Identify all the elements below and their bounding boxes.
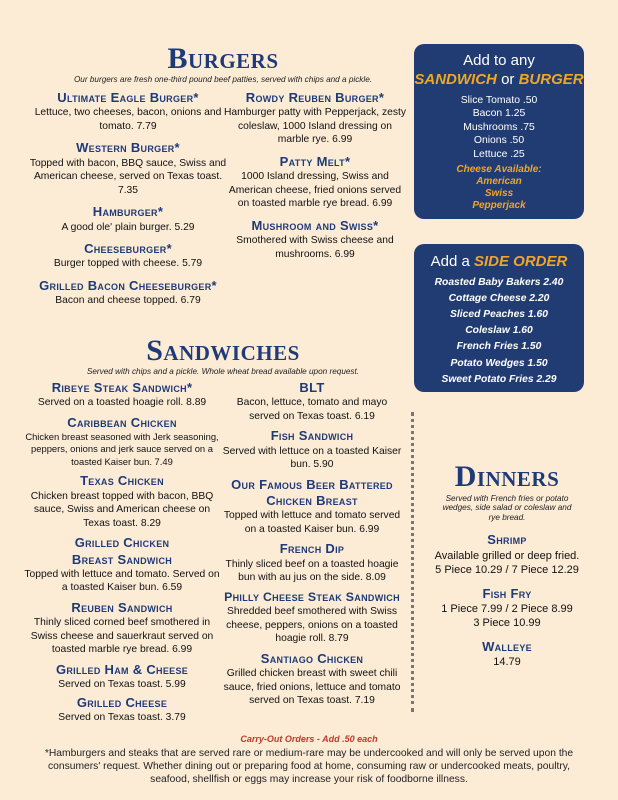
- menu-item: [222, 541, 402, 584]
- item-desc: Topped with bacon, BBQ sauce, Swiss and American cheese, served on Texas toast. 7.35: [29, 157, 227, 196]
- menu-item: [222, 477, 402, 537]
- burgers-subtitle: Our burgers are fresh one-third pound beef patties, served with chips and a pickle.: [73, 75, 373, 84]
- item-desc: Grilled chicken breast with sweet chili sauce, fried onions, lettuce and tomato served on Texas toast. 7.19: [223, 668, 401, 707]
- sandwiches-title: Sandwiches: [146, 334, 300, 367]
- item-desc: 5 Piece 10.29 / 7 Piece 12.29: [435, 564, 579, 577]
- burgers-title: Burgers: [167, 42, 279, 75]
- footer: [0, 734, 618, 787]
- menu-item: [22, 415, 222, 468]
- item-name: Mushroom and Swiss*: [251, 217, 379, 233]
- item-desc: Bacon and cheese topped. 6.79: [55, 295, 201, 307]
- item-desc: Shredded beef smothered with Swiss cheese, peppers, onions on a toasted hoagie roll. 8.79: [226, 606, 398, 645]
- side-item: Cottage Cheese 2.20: [448, 292, 550, 304]
- item-desc: Smothered with Swiss cheese and mushrooms. 6.99: [236, 235, 394, 260]
- menu-item: [24, 90, 232, 133]
- item-desc: 1 Piece 7.99 / 2 Piece 8.99: [441, 602, 573, 615]
- menu-item: [222, 90, 408, 147]
- dinners-title: Dinners: [454, 460, 560, 493]
- item-desc: Thinly sliced corned beef smothered in Swiss cheese and sauerkraut served on toasted marble rye bread. 6.99: [30, 617, 214, 656]
- menu-item: [222, 218, 408, 261]
- item-desc: Lettuce, two cheeses, bacon, onions and tomato. 7.79: [34, 107, 222, 132]
- menu-item: [222, 651, 402, 708]
- menu-item: [22, 662, 222, 692]
- burgers-left-column: [24, 90, 232, 308]
- item-name: Ribeye Steak Sandwich*: [51, 380, 193, 395]
- sandwiches-left-column: [22, 380, 222, 725]
- burgers-right-column: [222, 90, 408, 261]
- menu-item: [22, 695, 222, 725]
- item-name: BLT: [299, 380, 325, 395]
- menu-item: [222, 428, 402, 471]
- menu-item: [420, 586, 594, 631]
- menu-item: [24, 241, 232, 271]
- item-desc: Chicken breast topped with bacon, BBQ sauce, Swiss and American cheese on Texas toast. 8.29: [30, 490, 214, 529]
- dinners-section: [420, 462, 594, 670]
- menu-item: [222, 590, 402, 646]
- addon-item: Slice Tomato .50: [460, 94, 538, 106]
- item-desc: 14.79: [493, 656, 521, 669]
- item-name: Grilled Bacon Cheeseburger*: [39, 278, 217, 294]
- item-name: Santiago Chicken: [260, 650, 364, 666]
- side-item: Sliced Peaches 1.60: [450, 309, 548, 321]
- menu-item: [24, 204, 232, 234]
- item-desc: Available grilled or deep fried.: [434, 549, 580, 562]
- item-desc: Served with lettuce on a toasted Kaiser bun. 5.90: [222, 445, 402, 471]
- menu-item: [22, 535, 222, 595]
- sides-title: [414, 253, 584, 272]
- item-desc: 3 Piece 10.99: [473, 617, 541, 630]
- item-desc: Chicken breast seasoned with Jerk seasoning, peppers, onions and jerk sauce served on a toasted Kaiser bun. 7.49: [25, 431, 219, 467]
- side-order-box: [414, 244, 584, 392]
- item-desc: Thinly sliced beef on a toasted hoagie bun with au jus on the side. 8.09: [225, 558, 399, 584]
- item-name: Cheeseburger*: [84, 241, 172, 257]
- item-desc: Served on Texas toast. 3.79: [58, 712, 186, 723]
- addon-item: Mushrooms .75: [463, 121, 535, 133]
- food-safety-disclaimer: *Hamburgers and steaks that are served rare or medium-rare may be undercooked and will only be served upon the consumers' request. Whether dining out or preparing food at home, consuming raw or undercooked meats, poultry, seafood, shellfish or eggs may increase your risk of foodborne illness.: [44, 748, 574, 785]
- item-desc: A good ole' plain burger. 5.29: [61, 221, 195, 233]
- addon-item: Onions .50: [473, 135, 525, 147]
- item-name: Grilled Ham & Cheese: [55, 661, 189, 677]
- item-name: Philly Cheese Steak Sandwich: [224, 589, 400, 604]
- item-desc: 1000 Island dressing, Swiss and American cheese, fried onions served on toasted marble rye bread. 6.99: [228, 171, 402, 210]
- item-name: Hamburger*: [92, 204, 164, 220]
- item-name: Fish Sandwich: [270, 428, 354, 444]
- menu-item: [24, 140, 232, 197]
- sides-title-side-order: SIDE ORDER: [474, 253, 568, 270]
- item-desc: Topped with lettuce and tomato served on a toasted Kaiser bun. 6.99: [223, 510, 401, 535]
- item-name: Reuben Sandwich: [71, 599, 173, 615]
- menu-item: [22, 380, 222, 410]
- item-name: Ultimate Eagle Burger*: [57, 90, 199, 105]
- addons-title-burger: BURGER: [518, 70, 584, 88]
- item-name: Caribbean Chicken: [67, 414, 177, 430]
- cheese-option: American: [476, 176, 522, 188]
- menu-item: [222, 154, 408, 211]
- dotted-divider: [411, 412, 414, 712]
- sandwiches-subtitle: Served with chips and a pickle. Whole wheat bread available upon request.: [86, 367, 360, 376]
- item-name: Fish Fry: [482, 585, 532, 601]
- item-name: Patty Melt*: [279, 153, 351, 169]
- item-name: Walleye: [482, 638, 532, 654]
- addons-title-or: or: [501, 70, 515, 88]
- item-name: French Dip: [279, 541, 345, 557]
- item-name: Texas Chicken: [80, 473, 164, 489]
- cheese-option: Swiss: [484, 188, 514, 200]
- addons-title-line2: [414, 71, 584, 90]
- menu-item: [420, 639, 594, 670]
- menu-item: [420, 532, 594, 577]
- sandwiches-right-column: [222, 380, 402, 708]
- addons-title-sandwich: SANDWICH: [414, 70, 497, 88]
- addons-title-line1: Add to any: [463, 52, 535, 69]
- item-desc: Burger topped with cheese. 5.79: [53, 258, 203, 270]
- item-name: Rowdy Reuben Burger*: [245, 90, 385, 105]
- menu-item: [22, 473, 222, 530]
- addons-box: [414, 44, 584, 219]
- item-desc: Bacon, lettuce, tomato and mayo served on Texas toast. 6.19: [236, 397, 388, 422]
- item-name: Our Famous Beer Battered Chicken Breast: [231, 476, 393, 509]
- item-name: Western Burger*: [76, 140, 180, 156]
- menu-item: [222, 380, 402, 423]
- addon-item: Bacon 1.25: [472, 108, 526, 120]
- item-name: Shrimp: [487, 532, 527, 548]
- side-item: Roasted Baby Bakers 2.40: [434, 276, 564, 288]
- item-name: Grilled Chicken Breast Sandwich: [71, 535, 173, 567]
- side-item: Coleslaw 1.60: [465, 325, 533, 337]
- cheese-label: Cheese Available:: [456, 164, 542, 176]
- item-desc: Served on a toasted hoagie roll. 8.89: [37, 397, 207, 409]
- side-item: Sweet Potato Fries 2.29: [441, 373, 557, 385]
- cheese-option: Pepperjack: [472, 200, 526, 212]
- item-name: Grilled Cheese: [76, 694, 168, 710]
- side-item: French Fries 1.50: [456, 341, 542, 353]
- carryout-note: Carry-Out Orders - Add .50 each: [240, 734, 378, 744]
- sides-title-pre: Add a: [430, 253, 470, 270]
- dinners-subtitle: Served with French fries or potato wedges, side salad or coleslaw and rye bread.: [442, 494, 572, 522]
- burgers-section: [40, 44, 406, 84]
- item-desc: Served on Texas toast. 5.99: [58, 679, 186, 691]
- side-item: Potato Wedges 1.50: [450, 357, 548, 369]
- menu-item: [22, 600, 222, 657]
- addon-item: Lettuce .25: [473, 148, 525, 160]
- item-desc: Hamburger patty with Pepperjack, zesty coleslaw, 1000 Island dressing on marble rye. 6.99: [224, 107, 406, 146]
- menu-item: [24, 278, 232, 308]
- item-desc: Topped with lettuce and tomato. Served on a toasted Kaiser bun. 6.59: [24, 568, 220, 594]
- sandwiches-section: [40, 336, 406, 376]
